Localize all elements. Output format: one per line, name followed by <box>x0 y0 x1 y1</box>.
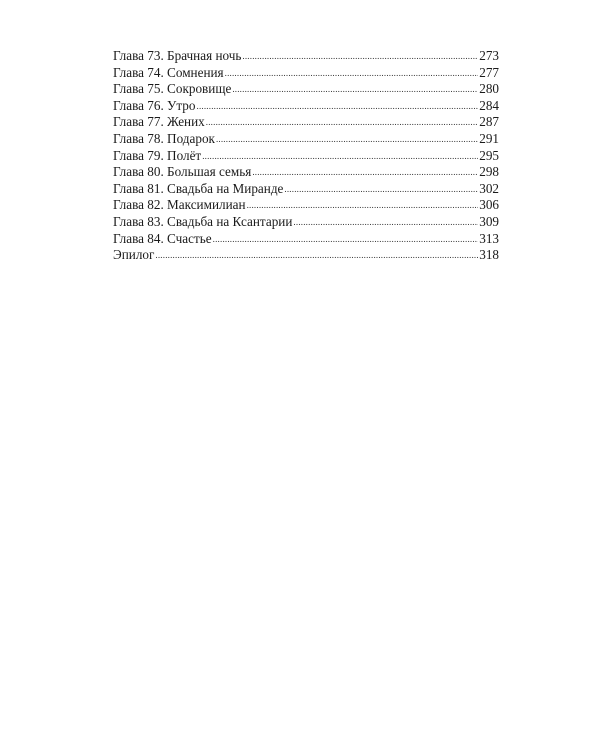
toc-entry-title: Эпилог <box>113 247 155 263</box>
toc-dot-leader <box>225 64 479 82</box>
toc-dot-leader <box>202 147 478 165</box>
toc-entry-title: Глава 75. Сокровище <box>113 81 232 97</box>
toc-dot-leader <box>155 246 478 264</box>
toc-entry-title: Глава 81. Свадьба на Миранде <box>113 180 284 196</box>
toc-entry-title: Глава 79. Полёт <box>113 147 202 163</box>
toc-entry-chapter-79[interactable] <box>113 148 499 165</box>
toc-entry-page: 313 <box>479 230 499 246</box>
toc-entry-title: Глава 73. Брачная ночь <box>113 48 242 63</box>
toc-entry-page: 318 <box>479 247 499 263</box>
toc-entry-page: 287 <box>479 114 499 130</box>
toc-entry-page: 291 <box>479 130 499 146</box>
toc-entry-epilogue[interactable] <box>113 247 499 264</box>
toc-dot-leader <box>293 213 478 231</box>
toc-dot-leader <box>284 180 478 198</box>
toc-entry-chapter-78[interactable] <box>113 131 499 148</box>
toc-dot-leader <box>206 113 478 131</box>
toc-dot-leader <box>242 47 478 65</box>
toc-entry-chapter-81[interactable] <box>113 181 499 198</box>
toc-entry-chapter-77[interactable] <box>113 114 499 131</box>
toc-dot-leader <box>216 130 478 148</box>
toc-entry-page: 273 <box>479 48 499 63</box>
table-of-contents <box>113 48 499 264</box>
toc-entry-page: 277 <box>479 64 499 80</box>
toc-entry-page: 309 <box>479 213 499 229</box>
toc-entry-chapter-80[interactable] <box>113 164 499 181</box>
toc-entry-title: Глава 74. Сомнения <box>113 64 224 80</box>
toc-dot-leader <box>247 196 479 214</box>
toc-entry-chapter-75[interactable] <box>113 81 499 98</box>
toc-entry-chapter-74[interactable] <box>113 65 499 82</box>
toc-entry-chapter-84[interactable] <box>113 231 499 248</box>
toc-dot-leader <box>252 163 478 181</box>
toc-entry-title: Глава 82. Максимилиан <box>113 197 246 213</box>
toc-entry-title: Глава 77. Жених <box>113 114 205 130</box>
toc-entry-chapter-76[interactable] <box>113 98 499 115</box>
toc-entry-title: Глава 76. Утро <box>113 97 196 113</box>
toc-dot-leader <box>197 97 479 115</box>
toc-entry-title: Глава 80. Большая семья <box>113 164 252 180</box>
toc-entry-title: Глава 78. Подарок <box>113 130 215 146</box>
toc-entry-chapter-82[interactable] <box>113 197 499 214</box>
toc-entry-page: 298 <box>479 164 499 180</box>
toc-dot-leader <box>213 230 479 248</box>
toc-entry-title: Глава 83. Свадьба на Ксантарии <box>113 213 293 229</box>
toc-entry-title: Глава 84. Счастье <box>113 230 212 246</box>
toc-entry-chapter-83[interactable] <box>113 214 499 231</box>
toc-dot-leader <box>232 80 478 98</box>
toc-entry-page: 295 <box>479 147 499 163</box>
toc-entry-chapter-73[interactable] <box>113 48 499 65</box>
toc-entry-page: 280 <box>479 81 499 97</box>
toc-entry-page: 284 <box>479 97 499 113</box>
toc-entry-page: 306 <box>479 197 499 213</box>
toc-entry-page: 302 <box>479 180 499 196</box>
